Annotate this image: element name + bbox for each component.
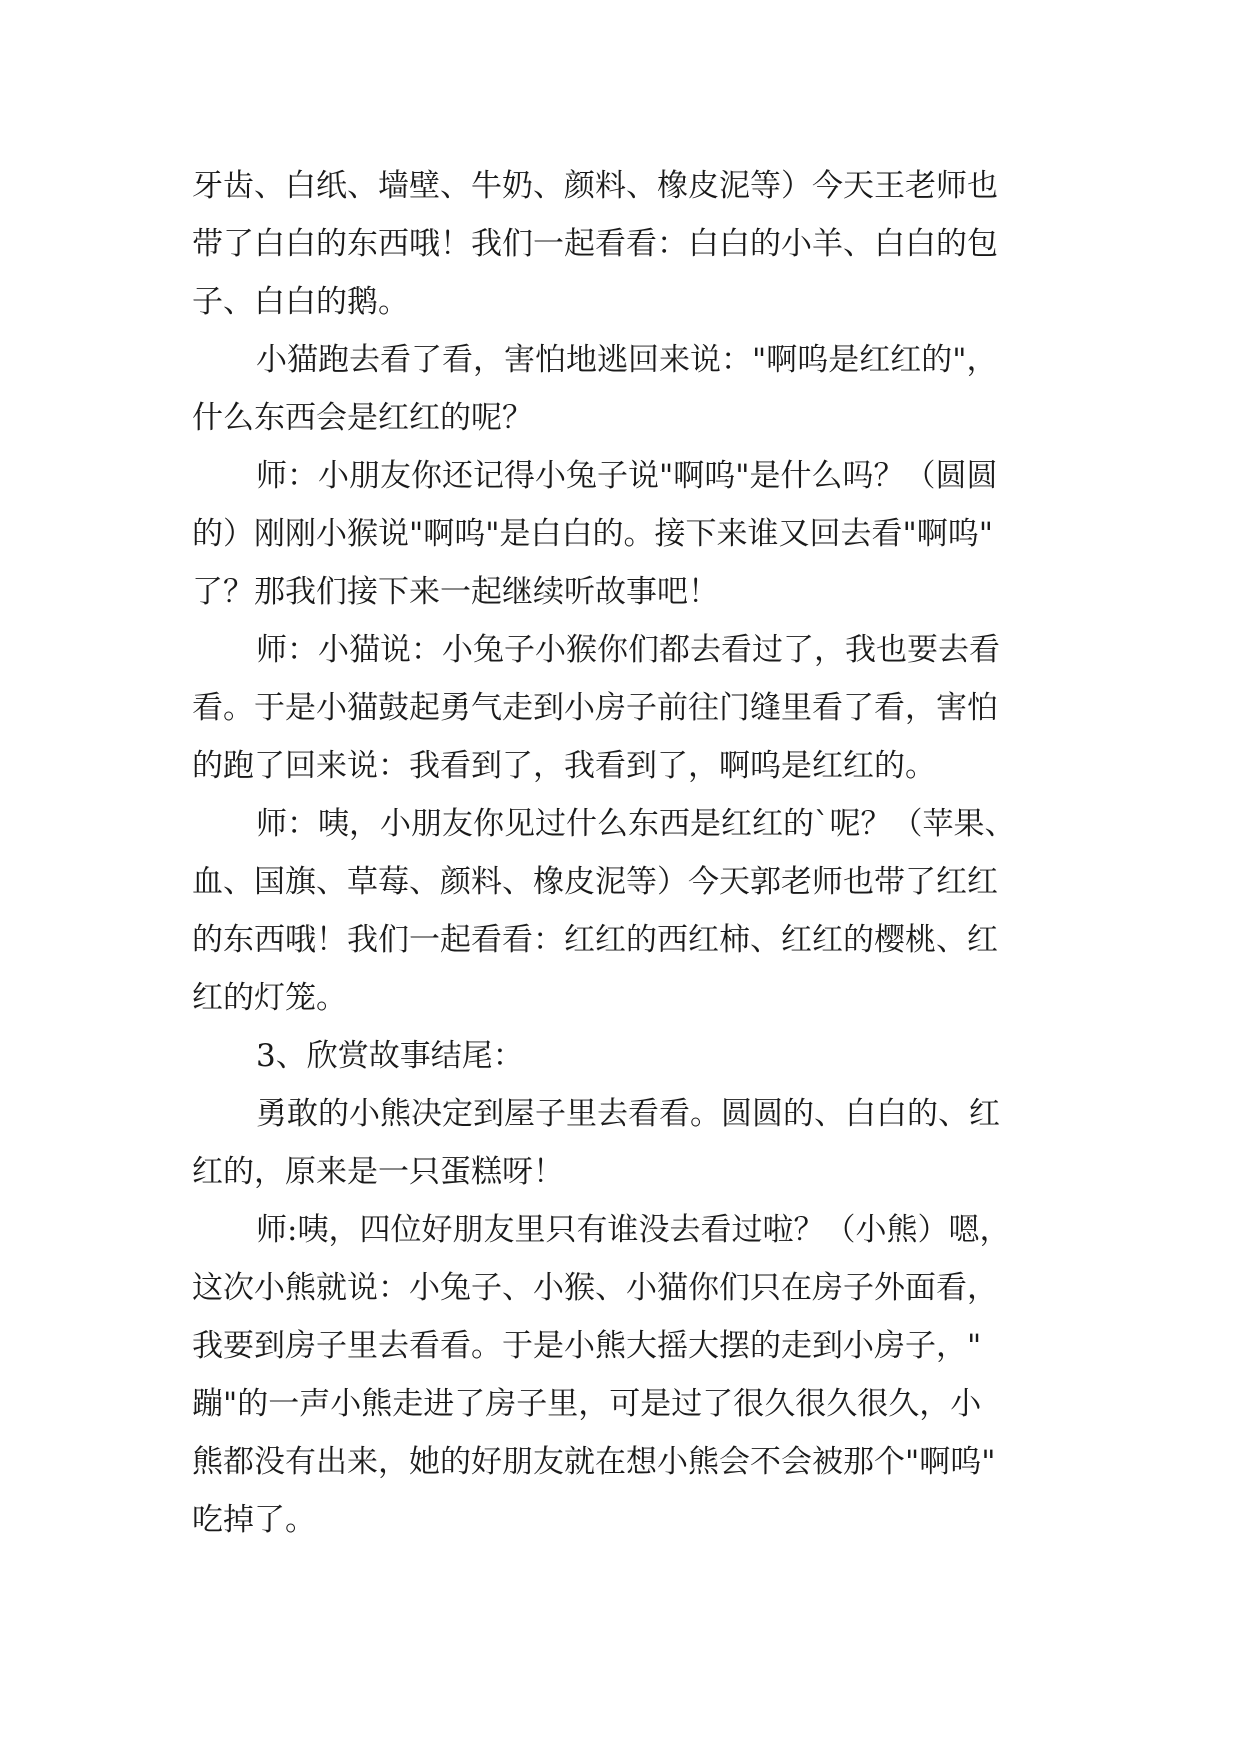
text-line: 熊都没有出来，她的好朋友就在想小熊会不会被那个"啊呜" (192, 1444, 996, 1480)
text-line: 我要到房子里去看看。于是小熊大摇大摆的走到小房子，" (192, 1328, 982, 1364)
text-line: 吃掉了。 (192, 1502, 316, 1538)
text-line: 牙齿、白纸、墙壁、牛奶、颜料、橡皮泥等）今天王老师也 (192, 168, 998, 204)
text-line: 勇敢的小熊决定到屋子里去看看。圆圆的、白白的、红 (256, 1096, 1000, 1132)
section-heading: 3、欣赏故事结尾： (256, 1038, 524, 1074)
text-line: 红的灯笼。 (192, 980, 347, 1016)
text-line: 的东西哦！我们一起看看：红红的西红柿、红红的樱桃、红 (192, 922, 998, 958)
text-line: 师：小朋友你还记得小兔子说"啊呜"是什么吗？（圆圆 (256, 458, 998, 494)
text-line: 什么东西会是红红的呢？ (192, 400, 533, 436)
text-line: 子、白白的鹅。 (192, 284, 409, 320)
text-line: 师：咦，小朋友你见过什么东西是红红的`呢？（苹果、 (256, 806, 1016, 842)
text-line: 带了白白的东西哦！我们一起看看：白白的小羊、白白的包 (192, 226, 998, 262)
text-line: 小猫跑去看了看，害怕地逃回来说："啊呜是红红的"， (256, 342, 998, 378)
text-line: 这次小熊就说：小兔子、小猴、小猫你们只在房子外面看， (192, 1270, 998, 1306)
text-line: 了？那我们接下来一起继续听故事吧！ (192, 574, 719, 610)
text-line: 红的，原来是一只蛋糕呀！ (192, 1154, 564, 1190)
text-line: 血、国旗、草莓、颜料、橡皮泥等）今天郭老师也带了红红 (192, 864, 998, 900)
text-line: 蹦"的一声小熊走进了房子里，可是过了很久很久很久，小 (192, 1386, 982, 1422)
text-line: 师：小猫说：小兔子小猴你们都去看过了，我也要去看 (256, 632, 1000, 668)
text-line: 师:咦，四位好朋友里只有谁没去看过啦？（小熊）嗯， (256, 1212, 1011, 1248)
text-line: 的）刚刚小猴说"啊呜"是白白的。接下来谁又回去看"啊呜" (192, 516, 994, 552)
text-line: 看。于是小猫鼓起勇气走到小房子前往门缝里看了看，害怕 (192, 690, 998, 726)
text-line: 的跑了回来说：我看到了，我看到了，啊呜是红红的。 (192, 748, 936, 784)
